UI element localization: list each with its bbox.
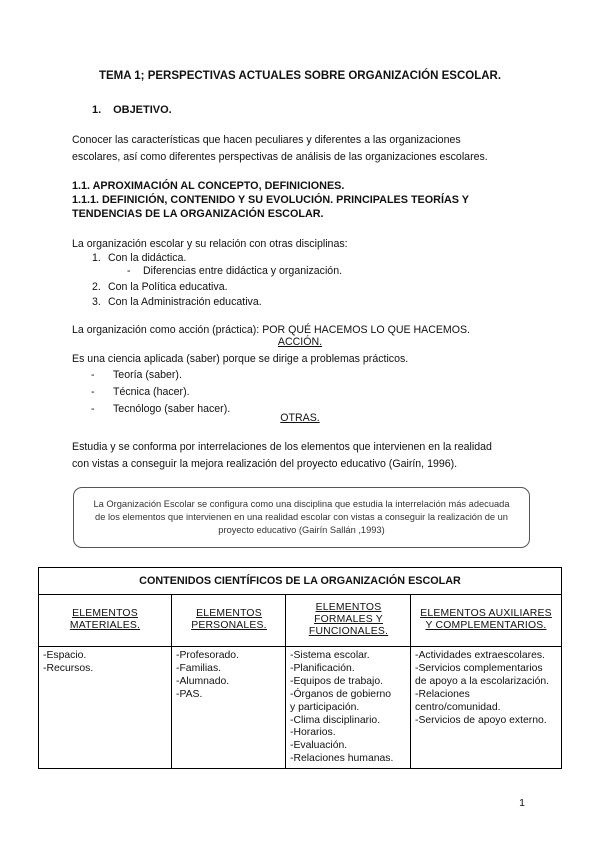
relation-item [92,280,262,295]
item-text: Teoría (saber). [113,369,182,381]
sub-relation [127,265,342,277]
table-cell-item: -PAS. [176,688,203,700]
column-header [39,594,171,647]
intro-line: escolares, así como diferentes perspectivas de análisis de las organizaciones escolares. [72,151,488,163]
table-cell-item: -Profesorado. [176,650,239,661]
science-line: Es una ciencia aplicada (saber) porque se dirige a problemas prácticos. [72,353,409,365]
table-column-materiales [39,594,171,768]
table-title: CONTENIDOS CIENTÍFICOS DE LA ORGANIZACIÓN ESCOLAR [39,568,561,595]
quote-line: proyecto educativo (Gairín Sallán ,1993) [218,525,385,535]
header-line: ELEMENTOS [72,608,138,619]
table-cell-item: -Espacio. [43,650,87,661]
action-intro: La organización como acción (práctica): POR QUÉ HACEMOS LO QUE HACEMOS. [72,324,470,336]
column-header [411,594,561,647]
table-column-formales [285,594,411,768]
table-cell-item: de apoyo a la escolarización. [415,675,550,687]
table-cell-item: -Recursos. [43,662,94,674]
otras-line: Estudia y se conforma por interrelaciones de los elementos que intervienen en la realidad [72,441,492,453]
table-cell-item: -Servicios complementarios [415,662,543,674]
table-cell-item: -Evaluación. [290,740,348,752]
table-cell-item: -Relaciones humanas. [290,753,394,765]
item-text: Con la didáctica. [108,252,187,264]
science-item [91,367,230,384]
science-item [91,384,230,401]
quote-line: de los elementos que intervienen en una realidad escolar con vistas a conseguir la realización de un [95,512,508,522]
column-header [172,594,286,647]
relation-intro: La organización escolar y su relación con otras disciplinas: [72,238,348,250]
item-text: Tecnólogo (saber hacer). [113,403,231,415]
table-column-personales [171,594,286,768]
dash-bullet: - [91,369,95,381]
table-cell-item: y participación. [290,701,360,713]
header-line: ELEMENTOS [196,608,262,619]
table-column-auxiliares [410,594,561,768]
objective-heading [92,104,172,116]
definition-quote-box [73,487,530,548]
otras-paragraph [72,439,552,473]
column-header [286,594,411,647]
item-number: 2. [92,281,101,293]
dash-bullet: - [127,265,131,277]
intro-paragraph [72,132,532,166]
header-line: PERSONALES. [191,620,267,631]
table-cell-item: -Órganos de gobierno [290,688,392,700]
table-cell-item: -Actividades extraescolares. [415,650,545,661]
objective-number: 1. [92,104,102,116]
table-cell-item: -Sistema escolar. [290,650,370,661]
table-cell-item: -Equipos de trabajo. [290,675,383,687]
column-body [290,650,407,766]
header-line: ELEMENTOS AUXILIARES [420,608,552,619]
dash-bullet: - [91,403,95,415]
accion-label: ACCIÓN. [277,336,323,348]
item-text: Con la Política educativa. [108,281,228,293]
relations-list [92,251,262,309]
column-body [415,650,557,727]
section-headings [72,179,542,221]
page-number: 1 [519,797,525,809]
sub-relation-text: Diferencias entre didáctica y organización. [143,265,343,277]
column-body [43,650,167,676]
item-number: 1. [92,252,101,264]
relation-item [92,295,262,310]
header-line: ELEMENTOS [315,602,382,613]
otras-line: con vistas a conseguir la mejora realización del proyecto educativo (Gairín, 1996). [72,458,458,470]
table-cell-item: -Familias. [176,662,222,674]
table-cell-item: -Planificación. [290,662,355,674]
item-number: 3. [92,295,101,308]
objective-label: OBJETIVO. [113,104,172,116]
subsection-heading: 1.1.1. DEFINICIÓN, CONTENIDO Y SU EVOLUCIÓN. PRINCIPALES TEORÍAS Y [72,194,469,206]
subsection-heading-cont: TENDENCIAS DE LA ORGANIZACIÓN ESCOLAR. [72,208,324,220]
table-cell-item: -Horarios. [290,727,336,739]
quote-line: La Organización Escolar se configura como una disciplina que estudia la interrelación más adecuada [93,499,510,509]
item-text: Con la Administración educativa. [108,295,262,308]
table-cell-item: -Clima disciplinario. [290,714,381,726]
header-line: FUNCIONALES. [308,626,389,637]
intro-line: Conocer las características que hacen peculiares y diferentes a las organizaciones [72,134,461,146]
document-title: TEMA 1; PERSPECTIVAS ACTUALES SOBRE ORGANIZACIÓN ESCOLAR. [98,70,502,82]
contents-table [38,567,562,769]
header-line: Y COMPLEMENTARIOS. [425,620,547,631]
science-list [91,367,230,418]
header-line: FORMALES Y [314,614,383,625]
table-cell-item: centro/comunidad. [415,701,501,713]
relation-item [92,251,262,266]
table-cell-item: -Servicios de apoyo externo. [415,714,547,726]
table-cell-item: -Relaciones [415,688,470,700]
dash-bullet: - [91,386,95,398]
item-text: Técnica (hacer). [113,386,190,398]
column-body [176,650,282,702]
section-heading: 1.1. APROXIMACIÓN AL CONCEPTO, DEFINICIONES. [72,180,345,192]
table-cell-item: -Alumnado. [176,675,230,687]
header-line: MATERIALES. [69,620,141,631]
otras-label: OTRAS. [280,412,320,424]
